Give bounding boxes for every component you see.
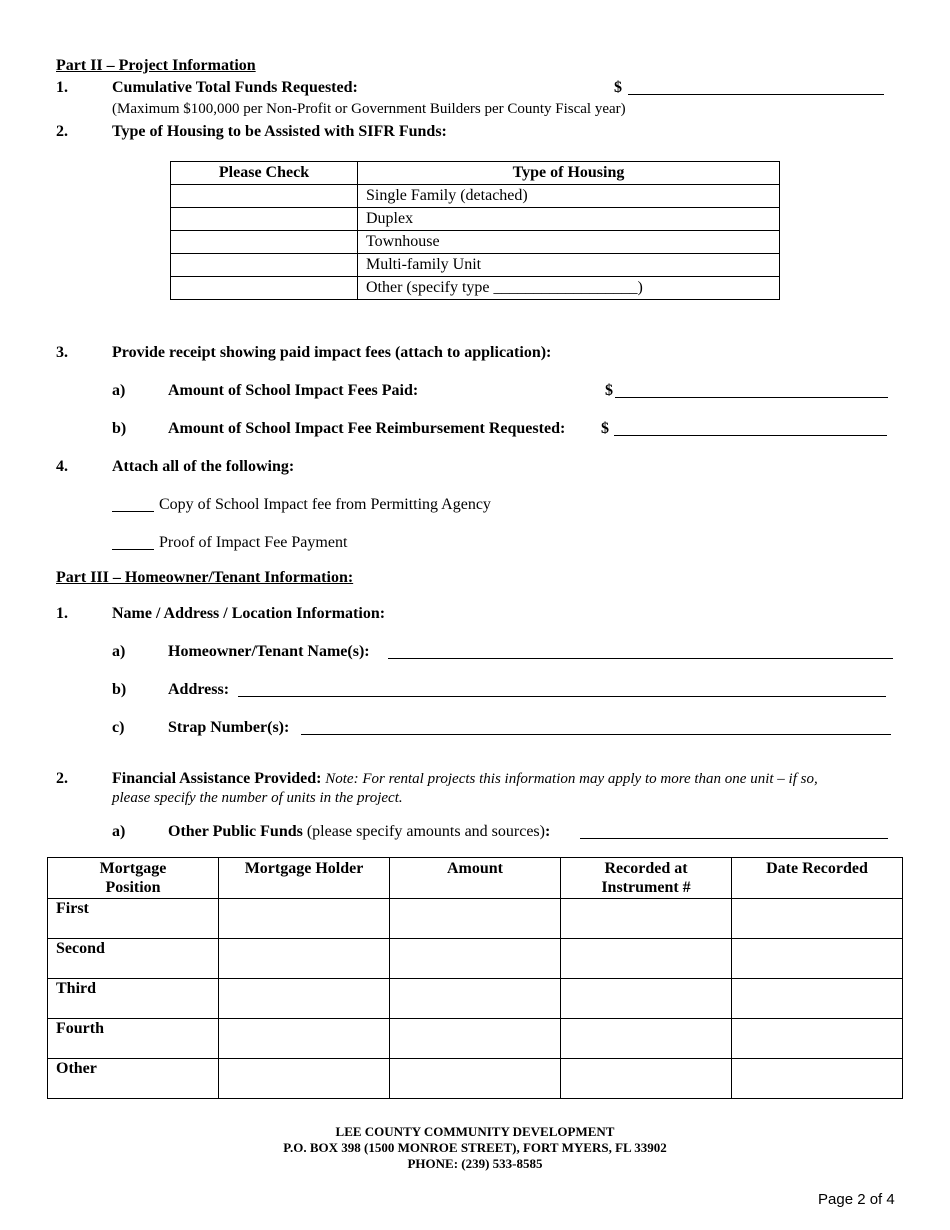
item-number: 2.	[56, 770, 68, 787]
table-row	[48, 1059, 903, 1099]
sub-letter: c)	[112, 719, 125, 736]
table-row	[171, 277, 780, 300]
location-info-label: Name / Address / Location Information:	[112, 605, 386, 622]
amount-cell[interactable]	[390, 1019, 561, 1059]
mortgage-position-cell: Third	[48, 979, 219, 1019]
item-number: 1.	[56, 79, 68, 96]
sub-letter: a)	[112, 382, 126, 399]
housing-type-cell: Other (specify type __________________)	[358, 277, 780, 300]
funds-currency: $	[614, 79, 622, 96]
attachment-item: Copy of School Impact fee from Permitting Agency	[159, 496, 491, 513]
footer-org: LEE COUNTY COMMUNITY DEVELOPMENT	[335, 1124, 615, 1139]
sub-letter: a)	[112, 643, 126, 660]
table-row	[171, 254, 780, 277]
mortgage-position-cell: Other	[48, 1059, 219, 1099]
other-public-funds-label: Other Public Funds	[168, 823, 303, 840]
sub-letter: b)	[112, 420, 127, 437]
mortgage-position-cell: First	[48, 899, 219, 939]
financial-assistance-note: Note: For rental projects this information may apply to more than one unit – if so,	[325, 771, 818, 787]
check-cell[interactable]	[171, 231, 358, 254]
other-public-funds-hint: (please specify amounts and sources)	[302, 823, 545, 840]
col-type-of-housing: Type of Housing	[358, 162, 780, 185]
footer-phone: PHONE: (239) 533-8585	[407, 1156, 543, 1171]
col-please-check: Please Check	[171, 162, 358, 185]
instrument-cell[interactable]	[561, 899, 732, 939]
amount-cell[interactable]	[390, 899, 561, 939]
table-row	[48, 899, 903, 939]
other-public-funds-field[interactable]	[580, 824, 888, 839]
reimbursement-currency: $	[601, 420, 609, 437]
housing-type-cell: Single Family (detached)	[358, 185, 780, 208]
attachment-check-blank[interactable]	[112, 497, 154, 512]
mortgage-table	[47, 857, 903, 1099]
date-recorded-cell[interactable]	[732, 979, 903, 1019]
attach-label: Attach all of the following:	[112, 458, 295, 475]
impact-fees-label: Provide receipt showing paid impact fees (attach to application):	[112, 344, 552, 361]
housing-type-cell: Multi-family Unit	[358, 254, 780, 277]
date-recorded-cell[interactable]	[732, 1019, 903, 1059]
item-number: 2.	[56, 123, 68, 140]
sub-letter: a)	[112, 823, 126, 840]
amount-cell[interactable]	[390, 979, 561, 1019]
funds-requested-field[interactable]	[628, 80, 884, 95]
attachment-check-blank[interactable]	[112, 535, 154, 550]
item-number: 3.	[56, 344, 68, 361]
footer-address: P.O. BOX 398 (1500 MONROE STREET), FORT MYERS, FL 33902	[283, 1140, 667, 1155]
instrument-cell[interactable]	[561, 1059, 732, 1099]
funds-requested-label: Cumulative Total Funds Requested:	[112, 79, 358, 96]
mortgage-position-cell: Fourth	[48, 1019, 219, 1059]
mortgage-holder-cell[interactable]	[219, 1019, 390, 1059]
check-cell[interactable]	[171, 185, 358, 208]
mortgage-holder-cell[interactable]	[219, 899, 390, 939]
financial-assistance-note-cont: please specify the number of units in the project.	[112, 790, 403, 806]
mortgage-holder-cell[interactable]	[219, 939, 390, 979]
check-cell[interactable]	[171, 208, 358, 231]
housing-type-label: Type of Housing to be Assisted with SIFR Funds:	[112, 123, 447, 140]
address-label: Address:	[168, 681, 230, 698]
amount-cell[interactable]	[390, 939, 561, 979]
check-cell[interactable]	[171, 277, 358, 300]
other-public-funds-colon: :	[544, 823, 551, 840]
impact-fees-paid-label: Amount of School Impact Fees Paid:	[168, 382, 419, 399]
instrument-cell[interactable]	[561, 1019, 732, 1059]
col-mortgage-holder: Mortgage Holder	[219, 858, 390, 899]
table-row	[171, 185, 780, 208]
col-recorded-instrument: Recorded at Instrument #	[561, 858, 732, 899]
housing-type-cell: Duplex	[358, 208, 780, 231]
reimbursement-requested-field[interactable]	[614, 421, 887, 436]
item-number: 4.	[56, 458, 68, 475]
attachment-item: Proof of Impact Fee Payment	[159, 534, 348, 551]
col-date-recorded: Date Recorded	[732, 858, 903, 899]
table-row	[171, 231, 780, 254]
impact-fees-paid-currency: $	[605, 382, 613, 399]
col-amount: Amount	[390, 858, 561, 899]
item-number: 1.	[56, 605, 68, 622]
check-cell[interactable]	[171, 254, 358, 277]
table-row	[48, 939, 903, 979]
table-row	[171, 208, 780, 231]
part3-heading: Part III – Homeowner/Tenant Information:	[56, 569, 354, 586]
amount-cell[interactable]	[390, 1059, 561, 1099]
financial-assistance-label: Financial Assistance Provided:	[112, 770, 322, 787]
address-field[interactable]	[238, 682, 886, 697]
instrument-cell[interactable]	[561, 979, 732, 1019]
financial-assistance-line	[112, 770, 818, 788]
page-number: Page 2 of 4	[818, 1191, 895, 1208]
col-mortgage-position: Mortgage Position	[48, 858, 219, 899]
reimbursement-requested-label: Amount of School Impact Fee Reimbursement Requested:	[168, 420, 566, 437]
impact-fees-paid-field[interactable]	[615, 383, 888, 398]
homeowner-name-label: Homeowner/Tenant Name(s):	[168, 643, 370, 660]
homeowner-name-field[interactable]	[388, 644, 893, 659]
sub-letter: b)	[112, 681, 127, 698]
strap-number-label: Strap Number(s):	[168, 719, 290, 736]
housing-type-cell: Townhouse	[358, 231, 780, 254]
other-public-funds-line	[168, 823, 550, 841]
mortgage-position-cell: Second	[48, 939, 219, 979]
strap-number-field[interactable]	[301, 720, 891, 735]
table-row	[48, 1019, 903, 1059]
mortgage-holder-cell[interactable]	[219, 979, 390, 1019]
date-recorded-cell[interactable]	[732, 1059, 903, 1099]
part2-heading: Part II – Project Information	[56, 57, 256, 74]
instrument-cell[interactable]	[561, 939, 732, 979]
date-recorded-cell[interactable]	[732, 939, 903, 979]
mortgage-holder-cell[interactable]	[219, 1059, 390, 1099]
table-row	[48, 979, 903, 1019]
funds-note: (Maximum $100,000 per Non-Profit or Government Builders per County Fiscal year)	[112, 101, 626, 117]
date-recorded-cell[interactable]	[732, 899, 903, 939]
housing-type-table	[170, 161, 780, 300]
